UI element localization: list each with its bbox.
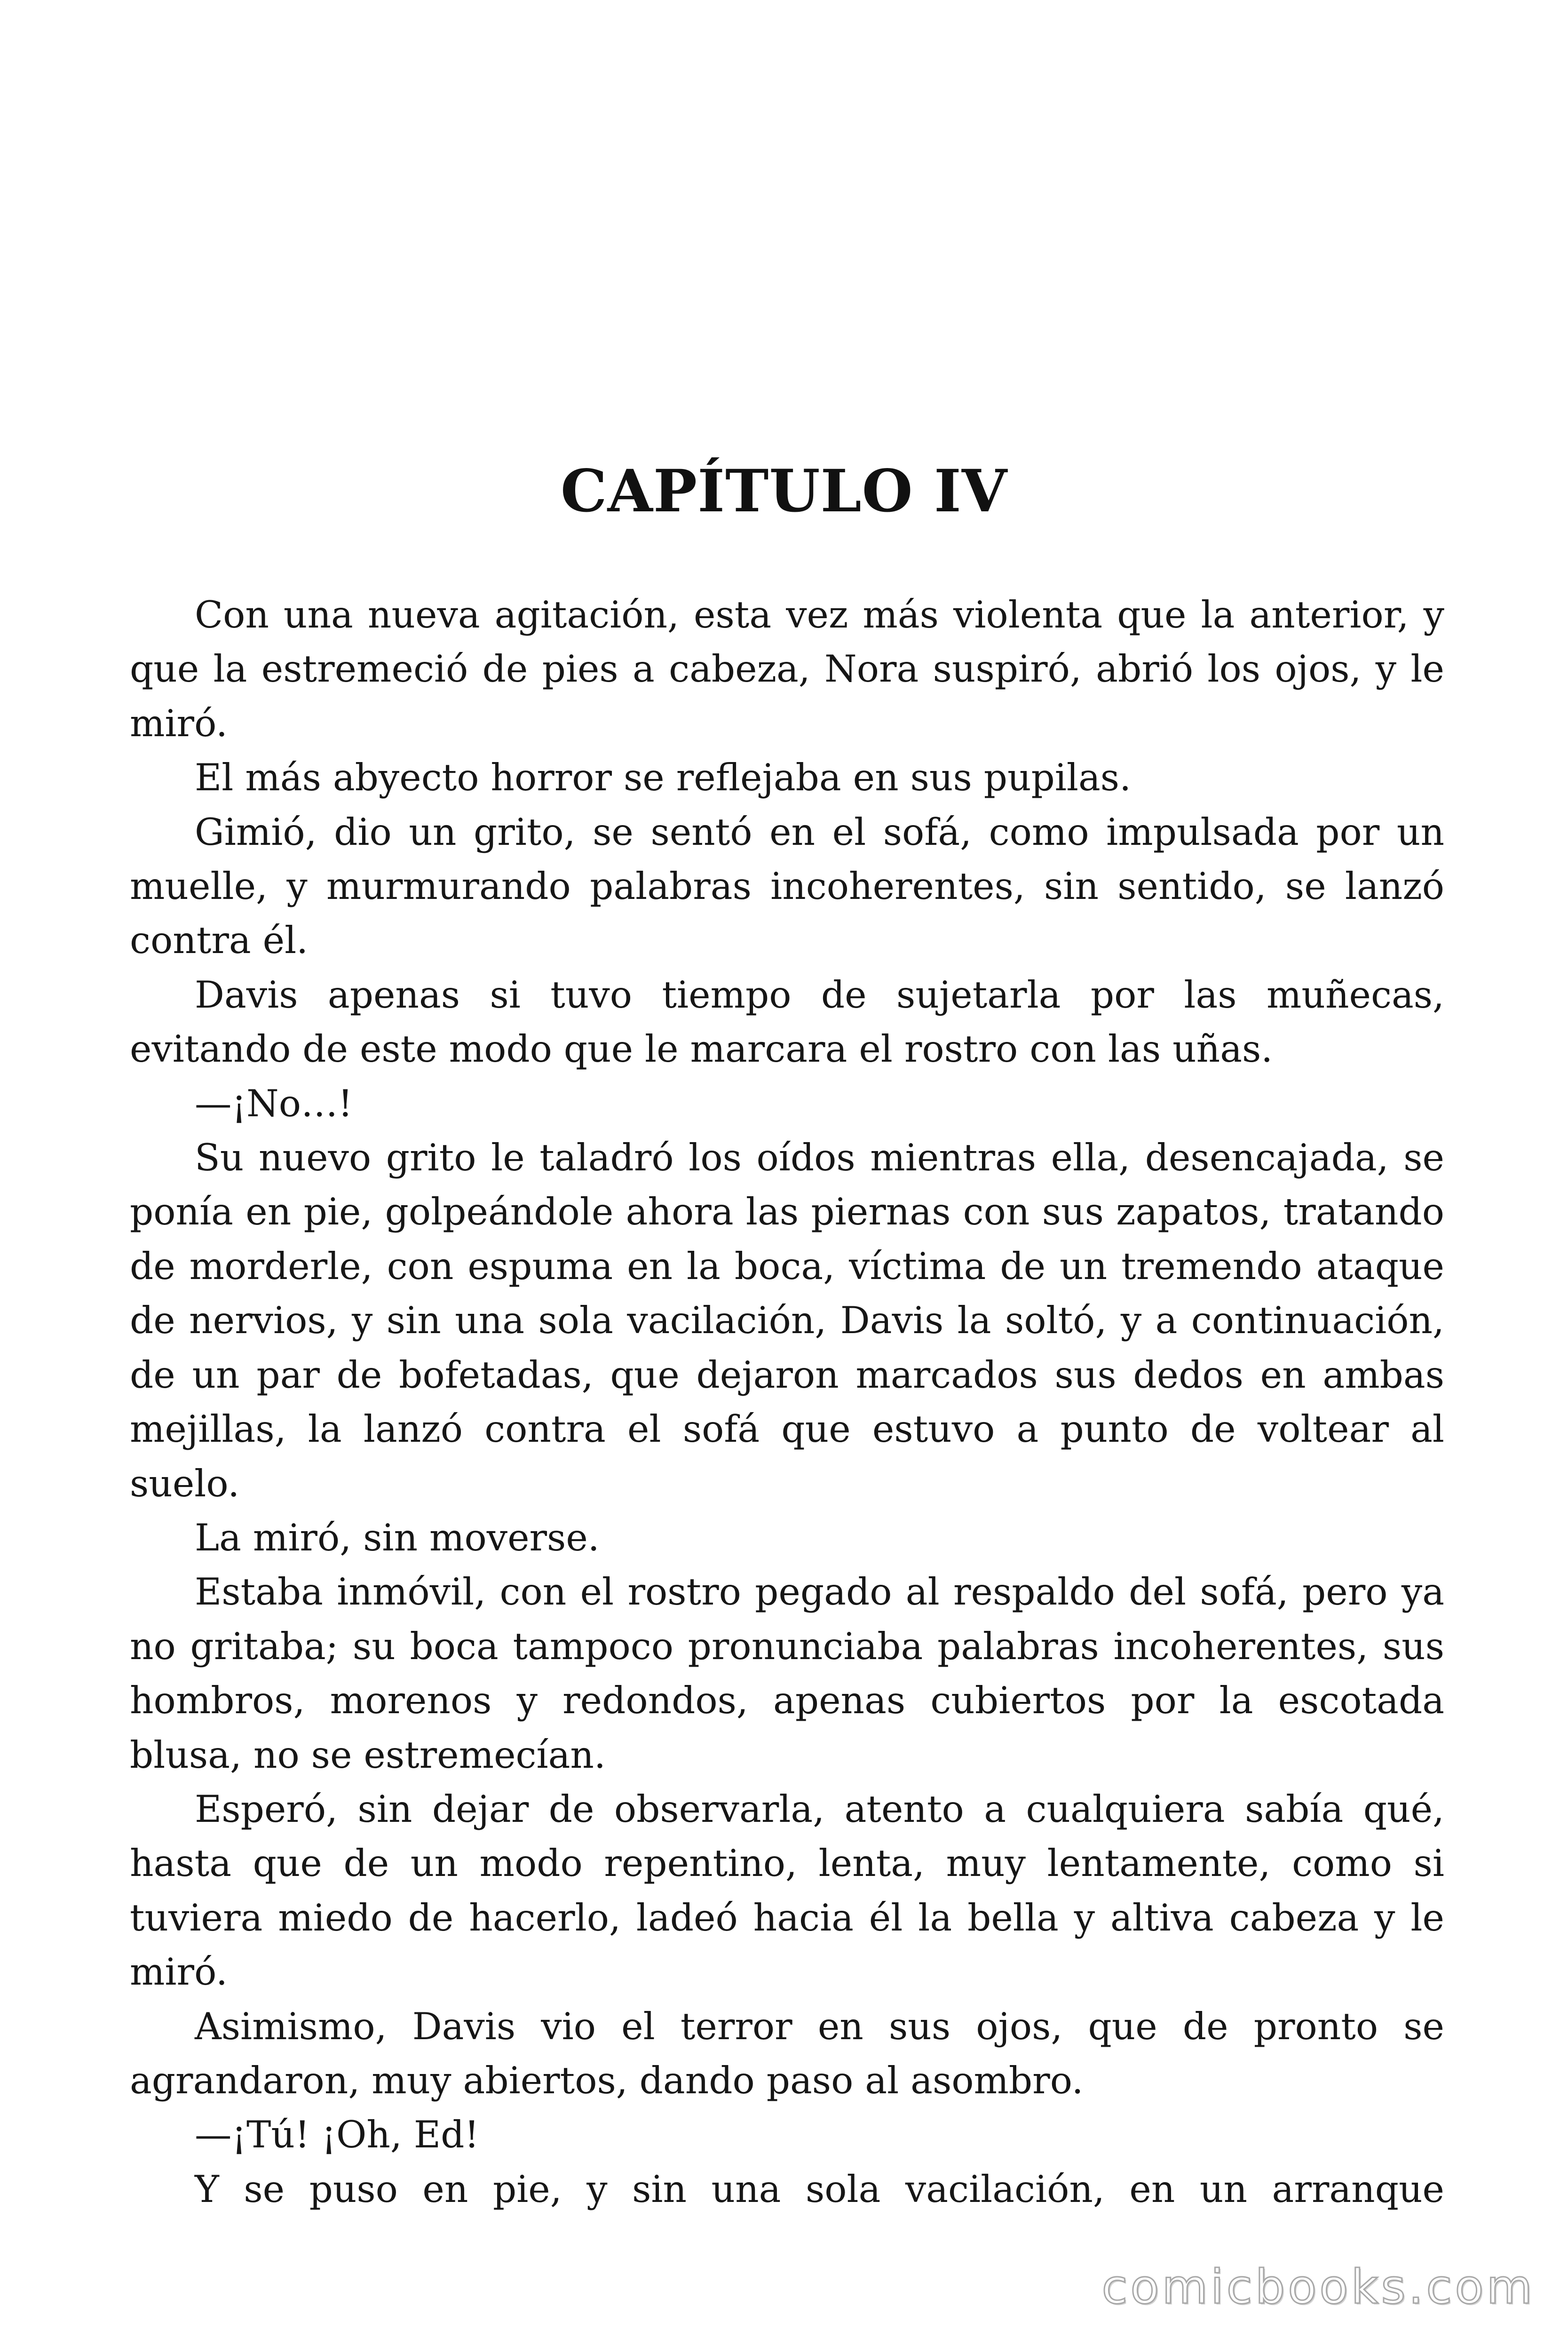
paragraph: Davis apenas si tuvo tiempo de sujetarla por las muñecas, evitando de este modo que le marcara el rostro con las uñas. bbox=[130, 973, 1444, 1071]
paragraph: El más abyecto horror se reflejaba en sus pupilas. bbox=[195, 756, 1132, 800]
chapter-title: CAPÍTULO IV bbox=[560, 457, 1008, 525]
dialogue-line: —¡Tú! ¡Oh, Ed! bbox=[195, 2113, 479, 2157]
paragraph: Con una nueva agitación, esta vez más violenta que la anterior, y que la estremeció de pies a cabeza, Nora suspiró, abrió los ojos, y le miró. bbox=[130, 593, 1444, 745]
paragraph: Estaba inmóvil, con el rostro pegado al respaldo del sofá, pero ya no gritaba; su boca tampoco pronunciaba palabras incoherentes, sus hombros, morenos y redondos, apenas cubiertos por la escotada blusa, no se estremecían. bbox=[130, 1570, 1444, 1777]
paragraph-continued: Y se puso en pie, y sin una sola vacilación, en un arranque bbox=[195, 2167, 1444, 2211]
dialogue-line: —¡No…! bbox=[195, 1081, 353, 1125]
paragraph: Su nuevo grito le taladró los oídos mientras ella, desencajada, se ponía en pie, golpeándole ahora las piernas con sus zapatos, tratando de morderle, con espuma en la boca, víctima de un tremendo ataque de nervios, y sin una sola vacilación, Davis la soltó, y a continuación, de un par de bofetadas, que dejaron marcados sus dedos en ambas mejillas, la lanzó contra el sofá que estuvo a punto de voltear al suelo. bbox=[130, 1136, 1444, 1505]
watermark-logo: comicbooks.com bbox=[1101, 2259, 1535, 2314]
paragraph: Esperó, sin dejar de observarla, atento a cualquiera sabía qué, hasta que de un modo repentino, lenta, muy lentamente, como si tuviera miedo de hacerlo, ladeó hacia él la bella y altiva cabeza y le miró. bbox=[130, 1787, 1444, 1994]
paragraph: La miró, sin moverse. bbox=[195, 1516, 600, 1559]
paragraph: Gimió, dio un grito, se sentó en el sofá, como impulsada por un muelle, y murmurando palabras incoherentes, sin sentido, se lanzó contra él. bbox=[130, 810, 1444, 962]
paragraph: Asimismo, Davis vio el terror en sus ojos, que de pronto se agrandaron, muy abiertos, dando paso al asombro. bbox=[130, 2004, 1444, 2102]
chapter-body bbox=[130, 588, 1444, 2217]
